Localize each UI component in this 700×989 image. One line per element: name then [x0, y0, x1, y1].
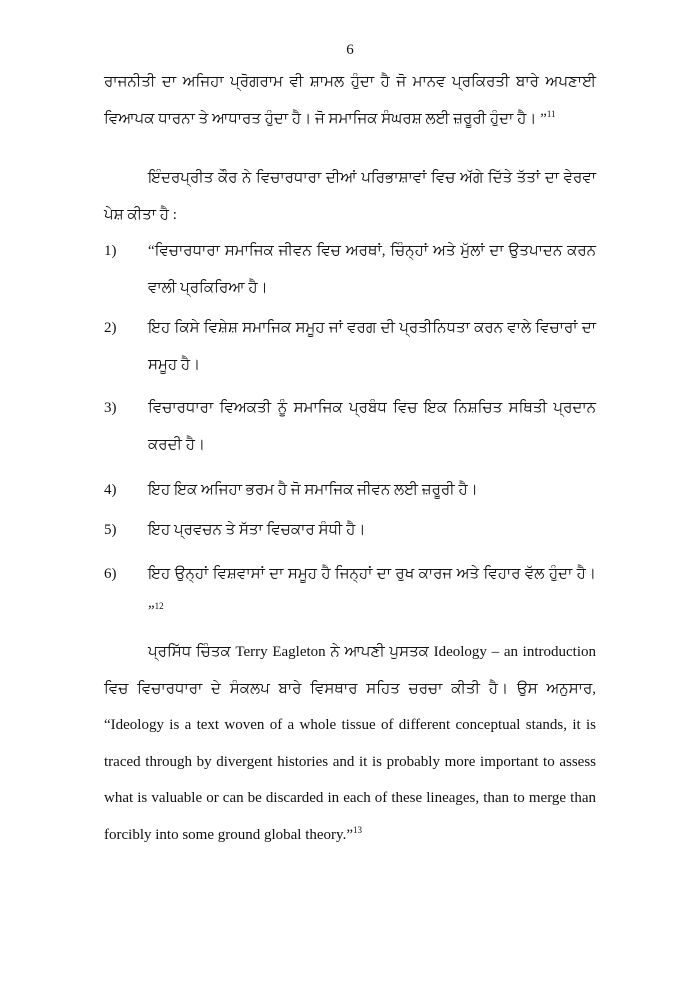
- footnote-marker: 12: [154, 600, 164, 611]
- list-text: [148, 556, 596, 629]
- list-item: [104, 390, 596, 463]
- list-text: “ਵਿਚਾਰਧਾਰਾ ਸਮਾਜਿਕ ਜੀਵਨ ਵਿਚ ਅਰਥਾਂ, ਚਿੰਨ੍ਹਾਂ ਅਤੇ ਮੁੱਲਾਂ ਦਾ ਉਤਪਾਦਨ ਕਰਨ ਵਾਲੀ ਪ੍ਰਕਿਰਿਆ ਹੈ।: [148, 243, 596, 296]
- list-text: ਇਹ ਕਿਸੇ ਵਿਸ਼ੇਸ਼ ਸਮਾਜਿਕ ਸਮੂਹ ਜਾਂ ਵਰਗ ਦੀ ਪ੍ਰਤੀਨਿਧਤਾ ਕਰਨ ਵਾਲੇ ਵਿਚਾਰਾਂ ਦਾ ਸਮੂਹ ਹੈ।: [148, 320, 596, 373]
- paragraph-text: ਪ੍ਰਸਿੱਧ ਚਿੰਤਕ Terry Eagleton ਨੇ ਆਪਣੀ ਪੁਸਤਕ Ideology – an introduction ਵਿਚ ਵਿਚਾਰਧਾਰਾ ਦੇ ਸੰਕਲਪ ਬਾਰੇ ਵਿਸਥਾਰ ਸਹਿਤ ਚਰਚਾ ਕੀਤੀ ਹੈ। ਉਸ ਅਨੁਸਾਰ, “Ideology is a text woven of a whole tissue of different conceptual stands, it is traced through by divergent histories and it is probably more important to assess what is valuable or can be discarded in each of these lineages, than to merge than forcibly into some ground global theory.”: [104, 644, 596, 843]
- list-number: 3): [104, 400, 117, 416]
- paragraph-continuation: [104, 64, 596, 137]
- list-item: [104, 233, 596, 306]
- paragraph-text: ਇੰਦਰਪ੍ਰੀਤ ਕੌਰ ਨੇ ਵਿਚਾਰਧਾਰਾ ਦੀਆਂ ਪਰਿਭਾਸ਼ਾਵਾਂ ਵਿਚ ਅੱਗੇ ਦਿੱਤੇ ਤੱਤਾਂ ਦਾ ਵੇਰਵਾ ਪੇਸ਼ ਕੀਤਾ ਹੈ :: [104, 170, 596, 223]
- list-text-content: ਇਹ ਉਨ੍ਹਾਂ ਵਿਸ਼ਵਾਸਾਂ ਦਾ ਸਮੂਹ ਹੈ ਜਿਨ੍ਹਾਂ ਦਾ ਰੁਖ ਕਾਰਜ ਅਤੇ ਵਿਹਾਰ ਵੱਲ ਹੁੰਦਾ ਹੈ। ”: [148, 566, 596, 619]
- list-number: 5): [104, 522, 117, 538]
- list-item: [104, 310, 596, 383]
- list-number: 6): [104, 566, 117, 582]
- list-text: ਇਹ ਪ੍ਰਵਚਨ ਤੇ ਸੱਤਾ ਵਿਚਕਾਰ ਸੰਧੀ ਹੈ।: [148, 522, 366, 538]
- list-item: [104, 556, 596, 629]
- footnote-marker: 13: [352, 824, 362, 835]
- list-number: 4): [104, 482, 117, 498]
- list-number: 1): [104, 243, 117, 259]
- page-number: 6: [346, 42, 354, 58]
- paragraph-eagleton-quote: [104, 634, 596, 853]
- list-number: 2): [104, 320, 117, 336]
- list-text: ਇਹ ਇਕ ਅਜਿਹਾ ਭਰਮ ਹੈ ਜੋ ਸਮਾਜਿਕ ਜੀਵਨ ਲਈ ਜ਼ਰੂਰੀ ਹੈ।: [148, 482, 478, 498]
- list-text: ਵਿਚਾਰਧਾਰਾ ਵਿਅਕਤੀ ਨੂੰ ਸਮਾਜਿਕ ਪ੍ਰਬੰਧ ਵਿਚ ਇਕ ਨਿਸ਼ਚਿਤ ਸਥਿਤੀ ਪ੍ਰਦਾਨ ਕਰਦੀ ਹੈ।: [148, 400, 596, 453]
- list-item: [104, 472, 596, 509]
- paragraph-text: ਰਾਜਨੀਤੀ ਦਾ ਅਜਿਹਾ ਪ੍ਰੋਗਰਾਮ ਵੀ ਸ਼ਾਮਲ ਹੁੰਦਾ ਹੈ ਜੋ ਮਾਨਵ ਪ੍ਰਕਿਰਤੀ ਬਾਰੇ ਅਪਣਾਈ ਵਿਆਪਕ ਧਾਰਨਾ ਤੇ ਆਧਾਰਤ ਹੁੰਦਾ ਹੈ। ਜੋ ਸਮਾਜਿਕ ਸੰਘਰਸ਼ ਲਈ ਜ਼ਰੂਰੀ ਹੁੰਦਾ ਹੈ। ”: [104, 74, 596, 127]
- list-item: [104, 512, 596, 549]
- footnote-marker: 11: [546, 108, 556, 119]
- paragraph-intro-list: [104, 160, 596, 233]
